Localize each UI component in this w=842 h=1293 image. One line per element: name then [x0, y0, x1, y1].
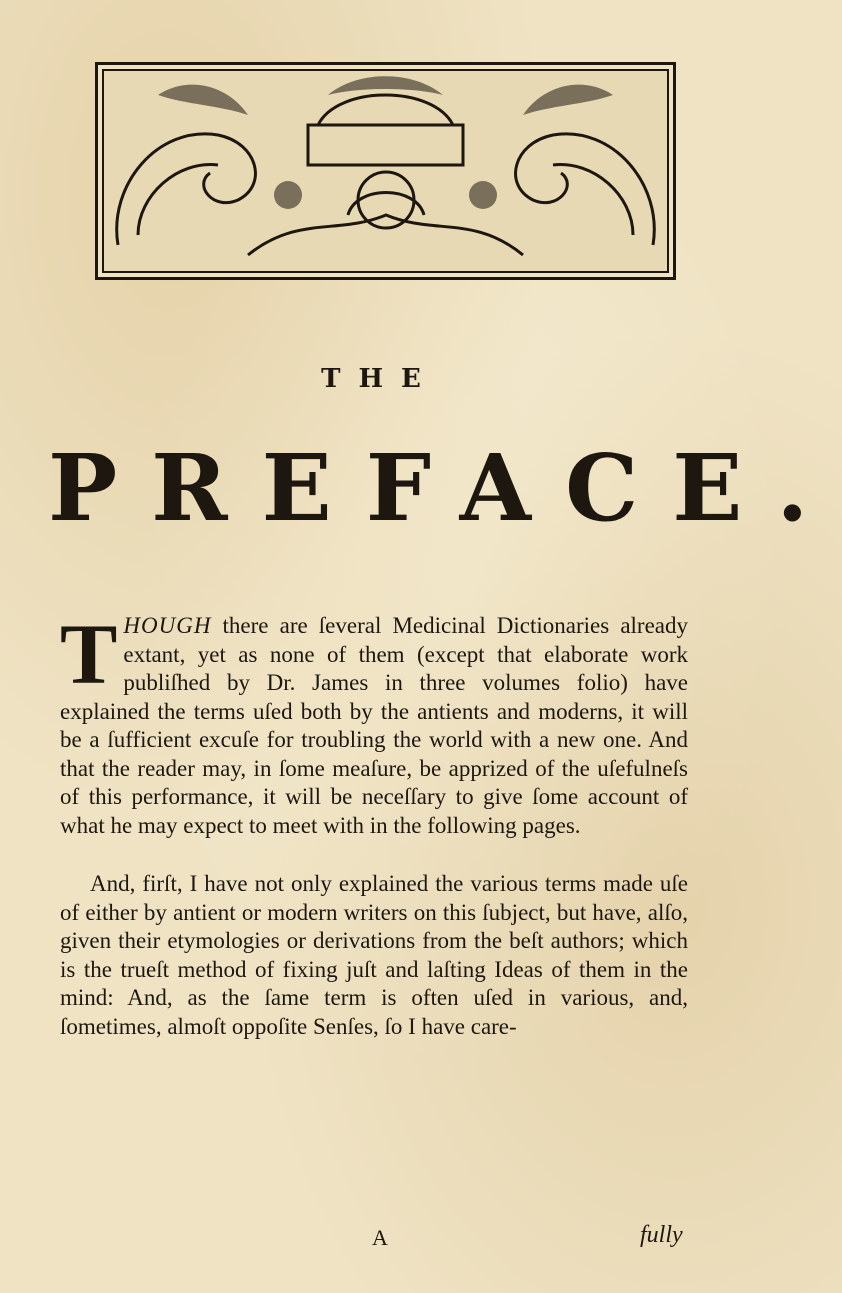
paragraph-1-text: there are ſeveral Medicinal Dictionaries already extant, yet as none of them (except that elaborate work publiſhed by Dr. James in three volumes folio) have explained the terms uſed both by the antients and moderns, it will be a ſufficient excuſe for troubling the world with a new one. And that the reader may, in ſome meaſure, be apprized of the uſefulneſs of this performance, it will be neceſſary to give ſome account of what he may expect to meet with in the following pages. — [60, 613, 688, 838]
ornamental-headpiece — [95, 62, 676, 280]
paragraph-1 — [60, 606, 688, 840]
catchword: fully — [640, 1222, 683, 1248]
heading-the: THE — [321, 364, 439, 394]
paragraph-2: And, firſt, I have not only explained the various terms made uſe of either by antient or modern writers on this ſubject, but have, alſo, given their etymologies or derivations from the beſt authors; which is the trueſt method of fixing juſt and laſting Ideas of them in the mind: And, as the ſame term is often uſed in various, and, ſometimes, almoſt oppoſite Senſes, ſo I have care- — [60, 871, 688, 1039]
lead-word: HOUGH — [123, 613, 212, 638]
preface-body — [60, 606, 688, 1041]
signature-mark: A — [372, 1225, 388, 1250]
headpiece-ornament-icon — [98, 65, 673, 277]
drop-cap: T — [60, 606, 118, 702]
page-title: PREFACE. — [48, 434, 842, 542]
